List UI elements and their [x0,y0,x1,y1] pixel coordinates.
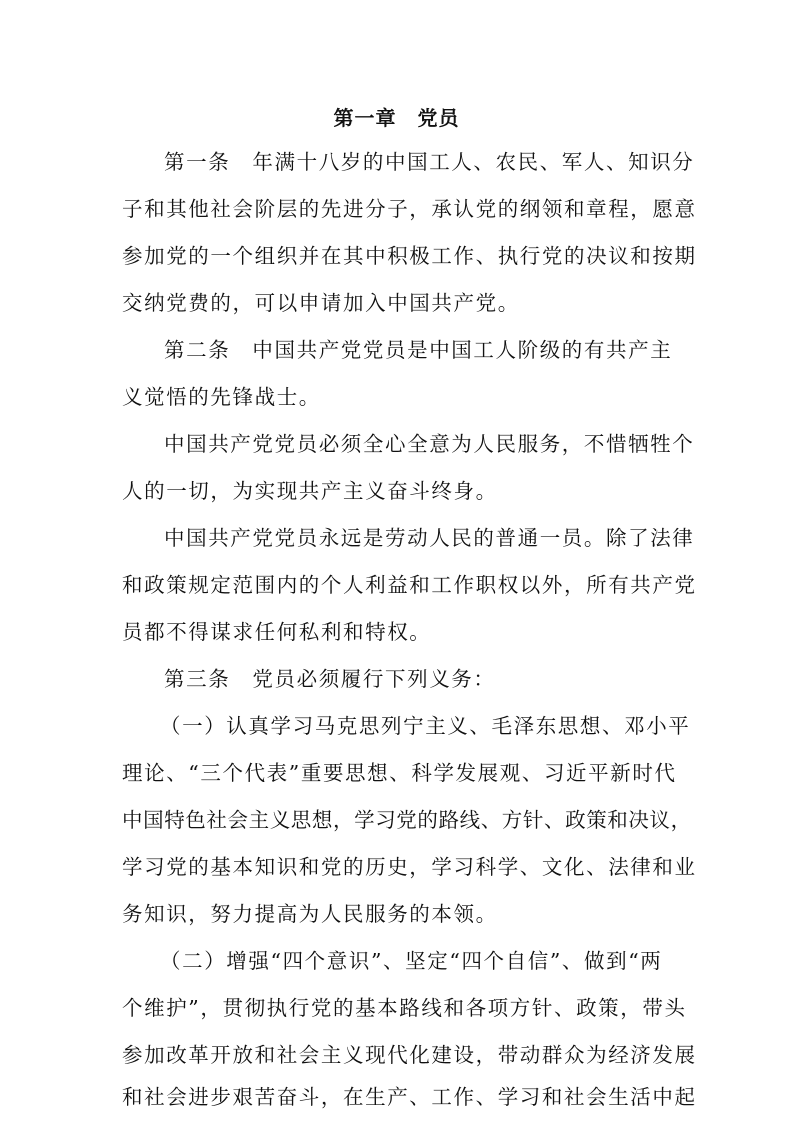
text-line: 交纳党费的，可以申请加入中国共产党。 [122,291,520,315]
text-line: （二）增强“四个意识”、坚定“四个自信”、做到“两 [160,949,663,973]
text-line: 和社会进步艰苦奋斗，在生产、工作、学习和社会生活中起 [122,1085,697,1109]
text-line: 理论、“三个代表”重要思想、科学发展观、习近平新时代 [122,761,677,785]
text-line: 人的一切，为实现共产主义奋斗终身。 [122,479,498,503]
text-line: 第二条 中国共产党党员是中国工人阶级的有共产主 [164,338,673,362]
text-line: 个维护”，贯彻执行党的基本路线和各项方针、政策，带头 [122,996,687,1020]
text-line: 义觉悟的先锋战士。 [122,385,321,409]
text-line: 参加改革开放和社会主义现代化建设，带动群众为经济发展 [122,1043,697,1067]
text-line: 第三条 党员必须履行下列义务： [164,667,496,691]
text-line: 和政策规定范围内的个人利益和工作职权以外，所有共产党 [122,573,697,597]
text-line: 第一条 年满十八岁的中国工人、农民、军人、知识分 [164,150,695,174]
text-line: 学习党的基本知识和党的历史，学习科学、文化、法律和业 [122,855,697,879]
text-line: 务知识，努力提高为人民服务的本领。 [122,902,498,926]
text-line: 中国共产党党员必须全心全意为人民服务，不惜牺牲个 [164,432,695,456]
text-line: 中国特色社会主义思想，学习党的路线、方针、政策和决议， [122,808,692,832]
text-line: 中国共产党党员永远是劳动人民的普通一员。除了法律 [164,526,695,550]
text-line: （一）认真学习马克思列宁主义、毛泽东思想、邓小平 [160,714,691,738]
text-line: 员都不得谋求任何私利和特权。 [122,620,432,644]
text-line: 子和其他社会阶层的先进分子，承认党的纲领和章程，愿意 [122,197,697,221]
text-line: 参加党的一个组织并在其中积极工作、执行党的决议和按期 [122,244,697,268]
chapter-title: 第一章 党员 [333,106,460,130]
